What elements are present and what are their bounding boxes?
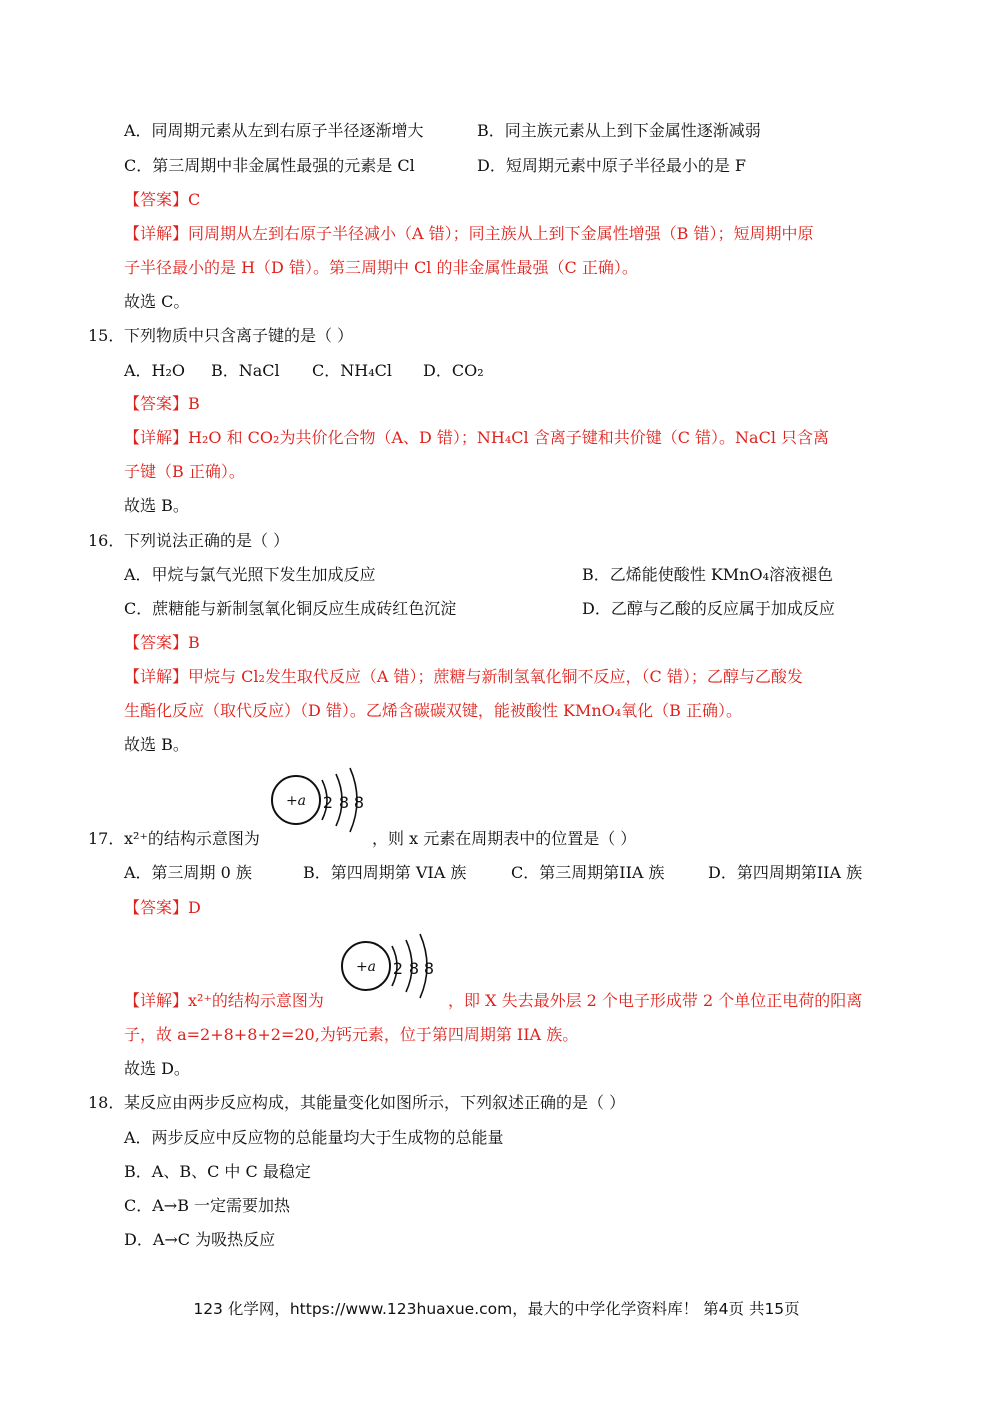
explain-label: 【详解】 (124, 667, 189, 686)
q17-option-a: A．第三周期 0 族 (124, 863, 252, 882)
shell-count-1: 2 (392, 959, 404, 978)
answer-value: C (188, 190, 201, 209)
shell-count-3: 8 (423, 959, 435, 978)
q16-conclusion: 故选 B。 (124, 735, 189, 754)
q18-option-b: B．A、B、C 中 C 最稳定 (124, 1162, 311, 1181)
q16-option-d: D．乙醇与乙酸的反应属于加成反应 (582, 599, 835, 618)
explain-text: H₂O 和 CO₂为共价化合物（A、D 错）；NH₄Cl 含离子键和共价键（C 错）。NaCl 只含离 (188, 428, 830, 447)
explain-text: x²⁺的结构示意图为 (188, 991, 324, 1010)
q15-conclusion: 故选 B。 (124, 496, 189, 515)
q15-option-a: A．H₂O (124, 361, 186, 380)
q14-option-b: B．同主族元素从上到下金属性逐渐减弱 (477, 121, 761, 140)
q17-explain-line1-pre (124, 990, 324, 1012)
atomic-structure-diagram-explain (340, 930, 450, 1002)
q17-explain-line2: 子，故 a=2+8+8+2=20,为钙元素，位于第四周期第 IIA 族。 (124, 1025, 579, 1044)
q17-explain-line1-post: ，即 X 失去最外层 2 个电子形成带 2 个单位正电荷的阳离 (448, 991, 863, 1010)
q15-option-d: D．CO₂ (423, 361, 484, 380)
shell-count-3: 8 (353, 793, 365, 812)
shell-count-2: 8 (338, 793, 350, 812)
q16-explain-line1 (124, 666, 803, 688)
q15-explain-line1 (124, 427, 829, 449)
explain-label: 【详解】 (124, 224, 189, 243)
shell-count-2: 8 (408, 959, 420, 978)
q18-option-a: A．两步反应中反应物的总能量均大于生成物的总能量 (124, 1128, 504, 1147)
answer-value: B (188, 633, 200, 652)
q18-stem: 某反应由两步反应构成，其能量变化如图所示，下列叙述正确的是（ ） (124, 1093, 626, 1112)
answer-label: 【答案】 (124, 633, 189, 652)
q18-option-d: D．A→C 为吸热反应 (124, 1230, 276, 1249)
answer-label: 【答案】 (124, 394, 189, 413)
explain-text: 甲烷与 Cl₂发生取代反应（A 错）；蔗糖与新制氢氧化铜不反应，（C 错）；乙醇与乙酸发 (188, 667, 803, 686)
q16-answer (124, 632, 200, 654)
q15-stem: 下列物质中只含离子键的是（ ） (124, 326, 354, 345)
q14-option-d: D．短周期元素中原子半径最小的是 F (477, 156, 747, 175)
q17-option-b: B．第四周期第 VIA 族 (303, 863, 467, 882)
atomic-structure-diagram (270, 764, 380, 836)
q14-answer (124, 189, 200, 211)
q17-answer (124, 897, 201, 919)
shell-count-1: 2 (322, 793, 334, 812)
q16-explain-line2: 生酯化反应（取代反应）（D 错）。乙烯含碳碳双键，能被酸性 KMnO₄氧化（B 正确）。 (124, 701, 743, 720)
nucleus-label: +a (355, 959, 377, 975)
q17-conclusion: 故选 D。 (124, 1059, 190, 1078)
q15-number: 15． (88, 326, 125, 345)
q17-option-c: C．第三周期第IIA 族 (511, 863, 665, 882)
q17-option-d: D．第四周期第IIA 族 (708, 863, 863, 882)
q14-option-c: C．第三周期中非金属性最强的元素是 Cl (124, 156, 415, 175)
q17-number: 17． (88, 829, 125, 848)
q15-option-b: B．NaCl (211, 361, 280, 380)
q16-stem: 下列说法正确的是（ ） (124, 531, 290, 550)
q16-number: 16． (88, 531, 125, 550)
answer-value: B (188, 394, 200, 413)
q18-option-c: C．A→B 一定需要加热 (124, 1196, 291, 1215)
nucleus-label: +a (285, 793, 307, 809)
explain-label: 【详解】 (124, 428, 189, 447)
q14-option-a: A．同周期元素从左到右原子半径逐渐增大 (124, 121, 424, 140)
answer-label: 【答案】 (124, 190, 189, 209)
q17-stem-pre: x²⁺的结构示意图为 (124, 829, 260, 848)
answer-label: 【答案】 (124, 898, 189, 917)
q15-answer (124, 393, 200, 415)
q16-option-c: C．蔗糖能与新制氢氧化铜反应生成砖红色沉淀 (124, 599, 457, 618)
answer-value: D (188, 898, 201, 917)
q15-explain-line2: 子键（B 正确）。 (124, 462, 245, 481)
explain-text: 同周期从左到右原子半径减小（A 错）；同主族从上到下金属性增强（B 错）；短周期中原 (188, 224, 814, 243)
q14-explain-line2: 子半径最小的是 H（D 错）。第三周期中 Cl 的非金属性最强（C 正确）。 (124, 258, 638, 277)
q14-conclusion: 故选 C。 (124, 292, 190, 311)
explain-label: 【详解】 (124, 991, 189, 1010)
q16-option-a: A．甲烷与氯气光照下发生加成反应 (124, 565, 376, 584)
q16-option-b: B．乙烯能使酸性 KMnO₄溶液褪色 (582, 565, 834, 584)
page-footer: 123 化学网，https://www.123huaxue.com，最大的中学化学资料库！ 第4页 共15页 (193, 1300, 800, 1318)
q17-stem-post: ，则 x 元素在周期表中的位置是（ ） (372, 829, 637, 848)
q15-option-c: C．NH₄Cl (312, 361, 392, 380)
q18-number: 18． (88, 1093, 125, 1112)
q14-explain-line1 (124, 223, 814, 245)
